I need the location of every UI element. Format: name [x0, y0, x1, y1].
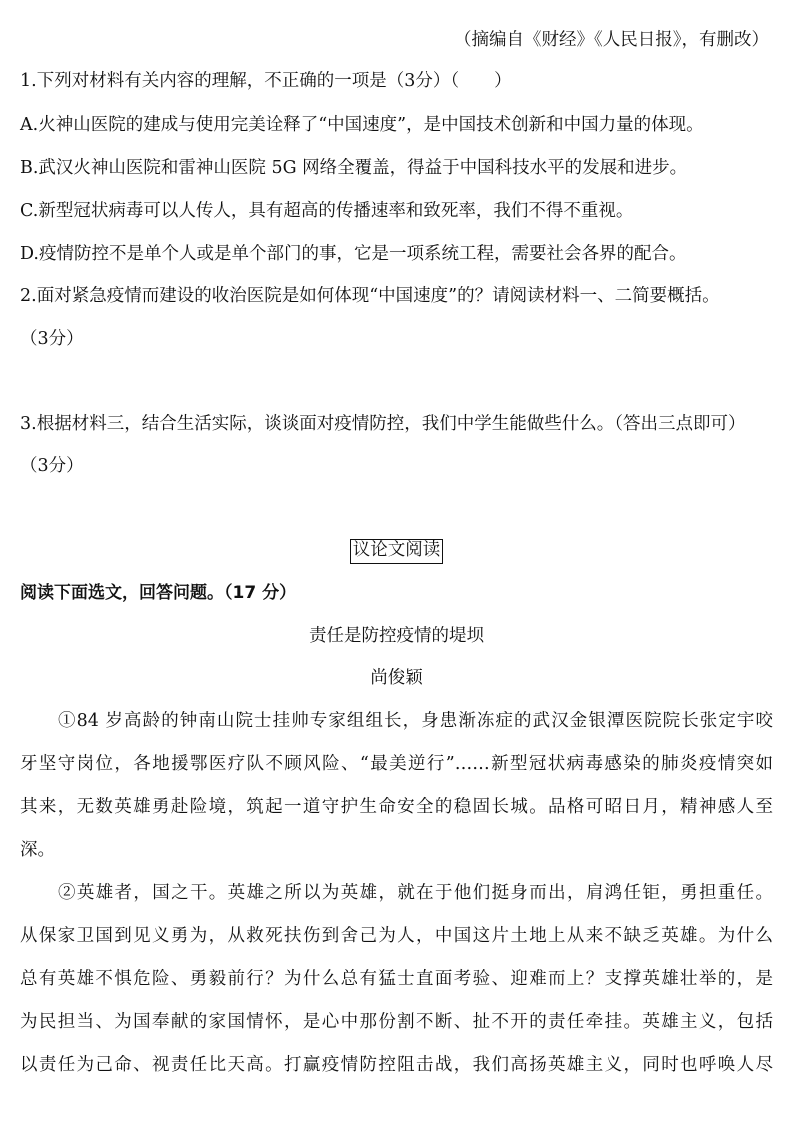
paragraph-line: ①84 岁高龄的钟南山院士挂帅专家组组长，身患渐冻症的武汉金银潭医院院长张定宇咬 — [58, 711, 773, 731]
option-a: A.火神山医院的建成与使用完美诠释了“中国速度”，是中国技术创新和中国力量的体现。 — [20, 115, 704, 135]
source-note: （摘编自《财经》《人民日报》，有删改） — [454, 30, 769, 50]
paragraph-line: 以责任为己命、视责任比天高。打赢疫情防控阻击战，我们高扬英雄主义，同时也呼唤人尽 — [20, 1055, 773, 1075]
article-title: 责任是防控疫情的堤坝 — [309, 626, 484, 646]
question-3: 3.根据材料三，结合生活实际，谈谈面对疫情防控，我们中学生能做些什么。（答出三点即可） — [20, 414, 746, 434]
option-d: D.疫情防控不是单个人或是单个部门的事，它是一项系统工程，需要社会各界的配合。 — [20, 244, 687, 264]
question-3-score: （3分） — [20, 456, 84, 476]
paragraph-line: 牙坚守岗位，各地援鄂医疗队不顾风险、“最美逆行”……新型冠状病毒感染的肺炎疫情突如 — [20, 754, 773, 774]
question-2: 2.面对紧急疫情而建设的收治医院是如何体现“中国速度”的？请阅读材料一、二简要概括。 — [20, 286, 720, 306]
paragraph-line: ②英雄者，国之干。英雄之所以为英雄，就在于他们挺身而出，肩鸿任钜，勇担重任。 — [58, 883, 773, 903]
paragraph-line: 其来，无数英雄勇赴险境，筑起一道守护生命安全的稳固长城。品格可昭日月，精神感人至 — [20, 797, 773, 817]
paragraph-line: 为民担当、为国奉献的家国情怀，是心中那份割不断、扯不开的责任牵挂。英雄主义，包括 — [20, 1012, 773, 1032]
section-title-wrap — [0, 539, 793, 564]
option-b: B.武汉火神山医院和雷神山医院 5G 网络全覆盖，得益于中国科技水平的发展和进步。 — [20, 158, 688, 178]
question-2-score: （3分） — [20, 329, 84, 349]
paragraph-line: 从保家卫国到见义勇为，从救死扶伤到舍己为人，中国这片土地上从来不缺乏英雄。为什么 — [20, 926, 773, 946]
paragraph-line: 深。 — [20, 840, 55, 860]
option-c: C.新型冠状病毒可以人传人，具有超高的传播速率和致死率，我们不得不重视。 — [20, 201, 634, 221]
section-instruction: 阅读下面选文，回答问题。（17 分） — [20, 583, 297, 603]
article-author: 尚俊颖 — [370, 668, 423, 688]
paragraph-line: 总有英雄不惧危险、勇毅前行？为什么总有猛士直面考验、迎难而上？支撑英雄壮举的，是 — [20, 969, 773, 989]
question-1: 1.下列对材料有关内容的理解，不正确的一项是（3分）（ ） — [20, 71, 512, 91]
section-title: 议论文阅读 — [350, 539, 444, 564]
